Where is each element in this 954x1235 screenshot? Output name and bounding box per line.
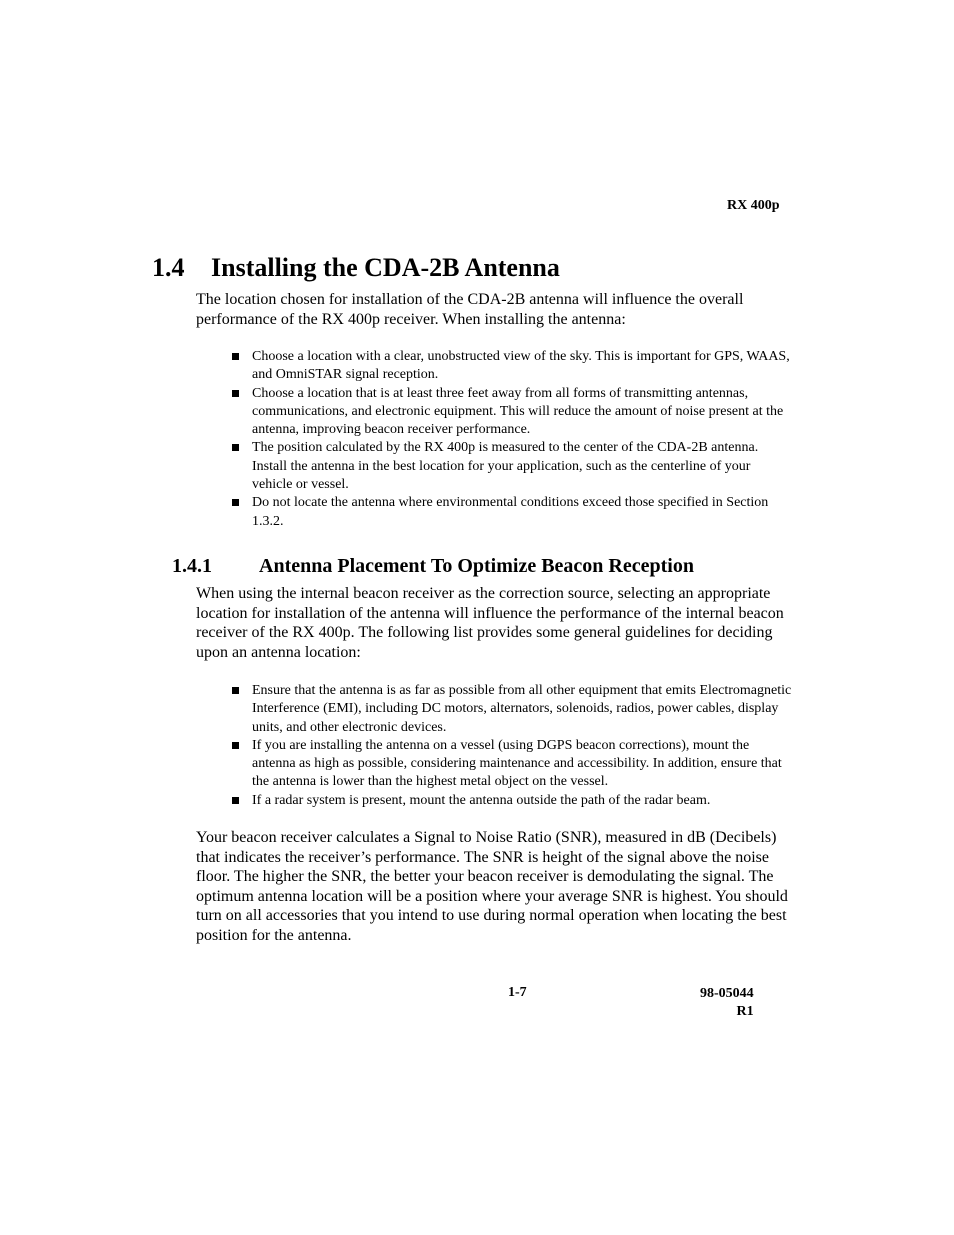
- list-item-text: Do not locate the antenna where environmental conditions exceed those specified in Section 1.3.2.: [252, 495, 769, 529]
- footer-page-number: 1-7: [508, 985, 527, 1000]
- square-bullet-icon: [232, 742, 239, 749]
- subsection-closing-paragraph: Your beacon receiver calculates a Signal to Noise Ratio (SNR), measured in dB (Decibels) that indicates the receiver’s performance. The SNR is height of the signal above the noise floor. The higher the SNR, the better your beacon receiver is demodulating the signal. The optimum antenna location will be a position where your average SNR is highest. You should turn on all accessories that you intend to use during normal operation when locating the best position for the antenna.: [196, 829, 788, 944]
- list-item: [232, 439, 792, 494]
- list-item: [232, 682, 792, 737]
- footer-revision: R1: [736, 1004, 754, 1019]
- square-bullet-icon: [232, 687, 239, 694]
- header-product: RX 400p: [727, 198, 780, 213]
- list-item: [232, 737, 792, 792]
- list-item: [232, 494, 792, 531]
- square-bullet-icon: [232, 390, 239, 397]
- subsection-number: 1.4.1: [172, 555, 212, 577]
- square-bullet-icon: [232, 797, 239, 804]
- section-title: Installing the CDA-2B Antenna: [211, 253, 560, 282]
- list-item-text: Ensure that the antenna is as far as possible from all other equipment that emits Electromagnetic Interference (EMI), including DC motors, alternators, solenoids, radios, power cables, display units, and other electronic devices.: [252, 683, 792, 735]
- list-item-text: The position calculated by the RX 400p is measured to the center of the CDA-2B antenna. Install the antenna in the best location for your application, such as the centerline of your vehicle or vessel.: [252, 440, 759, 493]
- list-item-text: If you are installing the antenna on a vessel (using DGPS beacon corrections), mount the antenna as high as possible, considering maintenance and accessibility. In addition, ensure that the antenna is lower than the highest metal object on the vessel.: [252, 737, 782, 790]
- subsection-intro: When using the internal beacon receiver as the correction source, selecting an appropriate location for installation of the antenna will influence the performance of the internal beacon receiver of the RX 400p. The following list provides some general guidelines for deciding upon an antenna location:: [196, 585, 784, 661]
- list-item: [232, 348, 792, 385]
- list-item-text: If a radar system is present, mount the antenna outside the path of the radar beam.: [252, 792, 711, 808]
- list-item-text: Choose a location with a clear, unobstructed view of the sky. This is important for GPS, WAAS, and OmniSTAR signal reception.: [252, 349, 790, 383]
- section-bullet-list: [232, 348, 792, 531]
- list-item: [232, 385, 792, 440]
- list-item-text: Choose a location that is at least three feet away from all forms of transmitting antennas, communications, and electronic equipment. This will reduce the amount of noise present at the antenna, improving beacon receiver performance.: [252, 385, 784, 438]
- section-number: 1.4: [152, 253, 185, 282]
- square-bullet-icon: [232, 444, 239, 451]
- list-item: [232, 792, 792, 810]
- square-bullet-icon: [232, 499, 239, 506]
- square-bullet-icon: [232, 353, 239, 360]
- section-heading: [152, 253, 560, 283]
- subsection-bullet-list: [232, 682, 792, 810]
- section-intro: The location chosen for installation of the CDA-2B antenna will influence the overall performance of the RX 400p receiver. When installing the antenna:: [196, 291, 744, 328]
- subsection-title: Antenna Placement To Optimize Beacon Reception: [259, 555, 694, 577]
- footer-document-id: [700, 985, 754, 1021]
- subsection-heading: [172, 555, 694, 578]
- footer-doc-number: 98-05044: [700, 986, 754, 1001]
